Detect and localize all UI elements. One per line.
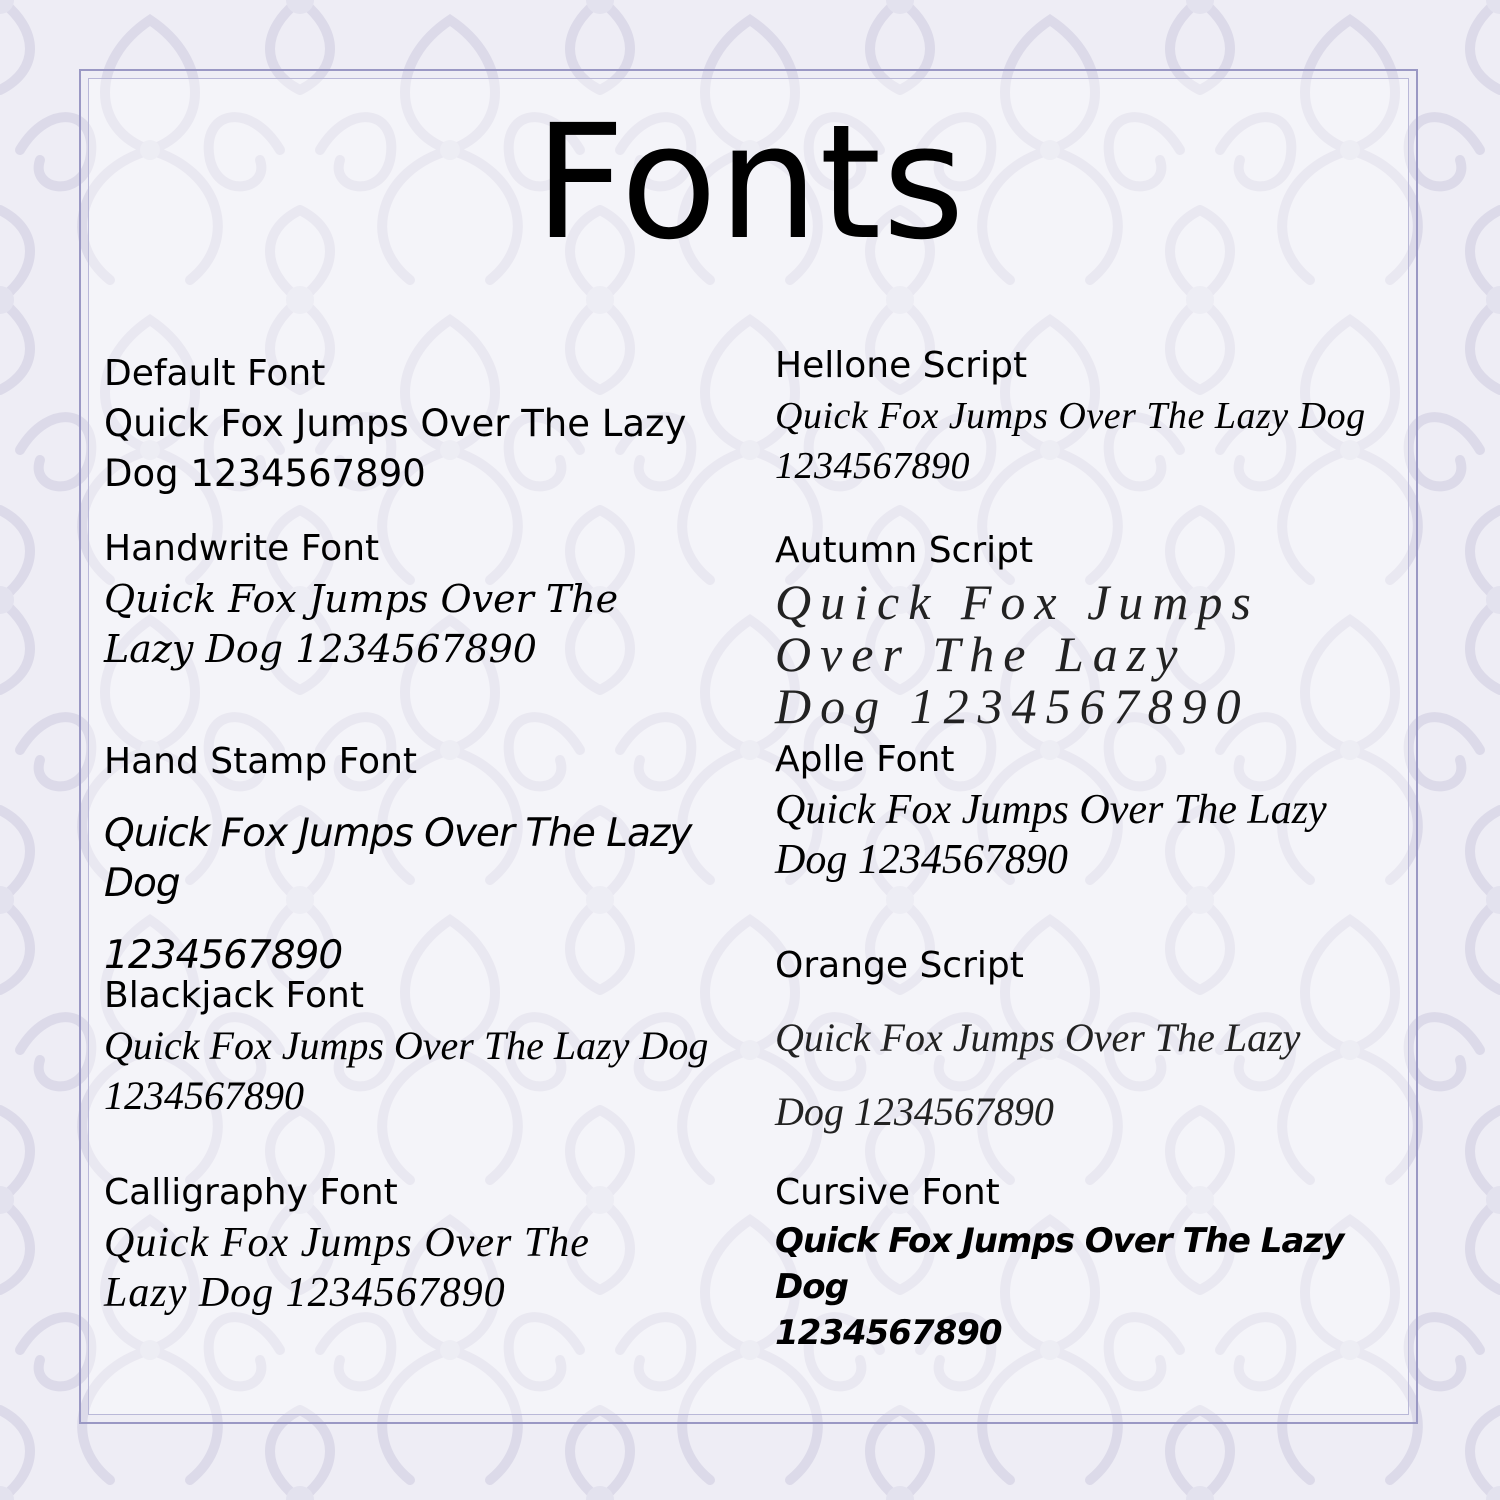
font-label: Calligraphy Font bbox=[104, 1172, 398, 1213]
font-sample-line: Quick Fox Jumps bbox=[775, 574, 1260, 630]
font-sample-line: Quick Fox Jumps Over The Lazy Dog bbox=[104, 1023, 709, 1068]
font-sample-line: 1234567890 bbox=[775, 1313, 1002, 1353]
font-sample-line: 1234567890 bbox=[775, 445, 970, 487]
font-sample-line: Dog 1234567890 bbox=[775, 837, 1068, 883]
font-label: Cursive Font bbox=[775, 1172, 1000, 1213]
font-sample-line: Dog 1234567890 bbox=[775, 678, 1250, 734]
font-item-blackjack bbox=[104, 971, 744, 1121]
font-item-orange-script bbox=[775, 941, 1405, 1137]
font-sample-line: 1234567890 bbox=[104, 1073, 304, 1118]
font-label: Blackjack Font bbox=[104, 975, 364, 1016]
font-sample-line: Dog 1234567890 bbox=[775, 1089, 1054, 1134]
font-item-hellone-script bbox=[775, 341, 1405, 491]
font-item-calligraphy bbox=[104, 1168, 744, 1318]
font-sample-line: Lazy Dog 1234567890 bbox=[104, 1270, 506, 1316]
font-item-aplle bbox=[775, 735, 1405, 885]
font-sample-line: Quick Fox Jumps Over The Lazy bbox=[104, 402, 687, 445]
font-sample-line: Quick Fox Jumps Over The Lazy Dog bbox=[104, 811, 692, 906]
font-label: Hand Stamp Font bbox=[104, 741, 418, 782]
font-sample-line: 1234567890 bbox=[104, 933, 343, 978]
font-item-autumn-script bbox=[775, 526, 1405, 732]
font-item-hand-stamp bbox=[104, 737, 744, 981]
font-item-cursive bbox=[775, 1168, 1405, 1356]
font-label: Aplle Font bbox=[775, 739, 955, 780]
font-label: Handwrite Font bbox=[104, 528, 380, 569]
page-title: Fonts bbox=[534, 91, 966, 275]
font-sample-line: Quick Fox Jumps Over The Lazy Dog bbox=[775, 395, 1366, 437]
font-label: Autumn Script bbox=[775, 530, 1034, 571]
font-label: Hellone Script bbox=[775, 345, 1028, 386]
font-item-handwrite bbox=[104, 524, 744, 674]
font-sample-line: Quick Fox Jumps Over The Lazy Dog bbox=[775, 1221, 1344, 1307]
font-label: Default Font bbox=[104, 353, 326, 394]
font-sample-line: Dog 1234567890 bbox=[104, 452, 426, 495]
font-sample-line: Quick Fox Jumps Over The bbox=[104, 1220, 590, 1266]
font-item-default bbox=[104, 349, 744, 499]
font-sample-line: Quick Fox Jumps Over The bbox=[104, 577, 619, 621]
font-sample-line: Lazy Dog 1234567890 bbox=[104, 627, 537, 671]
font-sample-line: Quick Fox Jumps Over The Lazy bbox=[775, 787, 1327, 833]
font-label: Orange Script bbox=[775, 945, 1024, 986]
font-sample-line: Over The Lazy bbox=[775, 626, 1187, 682]
font-sample-line: Quick Fox Jumps Over The Lazy bbox=[775, 1015, 1301, 1060]
